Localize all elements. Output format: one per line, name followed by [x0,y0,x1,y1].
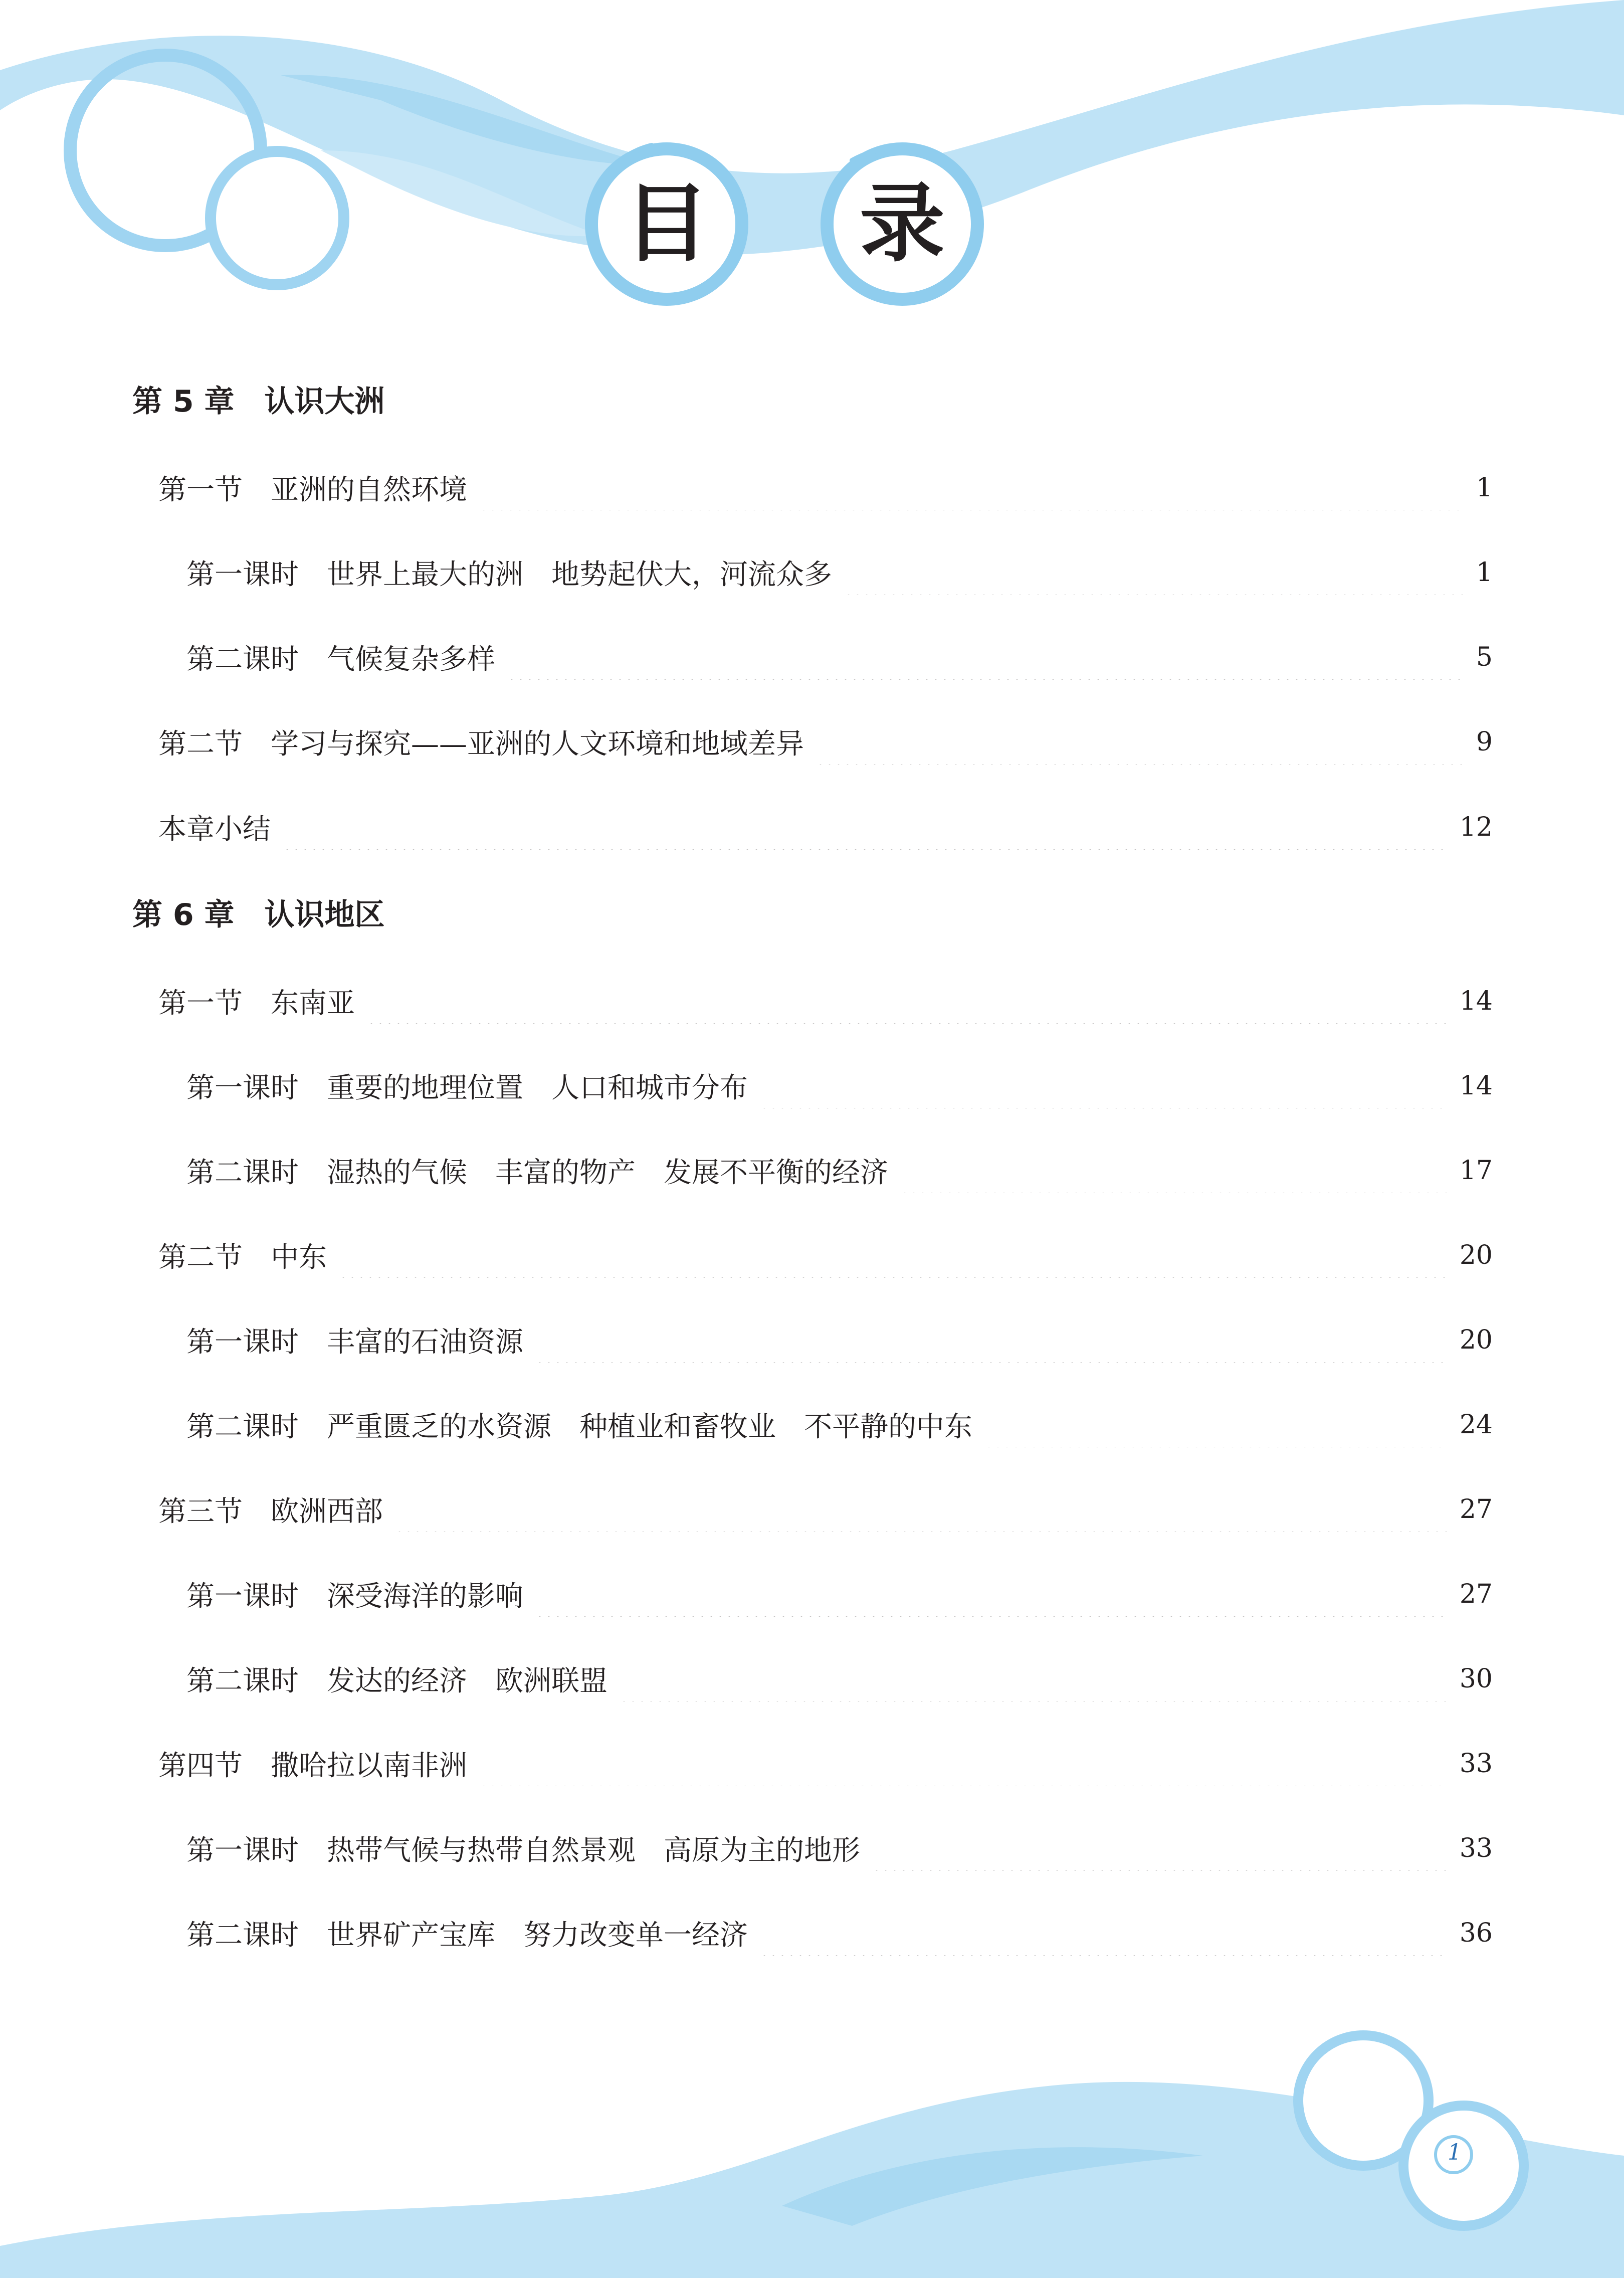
dot-leader [535,1572,1448,1617]
entry-page: 12 [1459,812,1493,842]
dot-leader [507,635,1464,680]
toc-entry-lesson[interactable] [186,550,1493,595]
entry-label: 第一课时 [186,558,299,591]
chapter-number: 第 5 章 [132,384,235,419]
entry-title-2: 欧洲联盟 [495,1665,607,1697]
entry-label: 第三节 [158,1495,243,1528]
entry-page: 33 [1459,1749,1493,1779]
entry-title: 撒哈拉以南非洲 [271,1750,467,1782]
entry-page: 33 [1459,1833,1493,1863]
entry-label: 本章小结 [158,813,271,846]
entry-title-3: 不平静的中东 [804,1411,972,1443]
entry-title: 学习与探究——亚洲的人文环境和地域差异 [271,728,804,761]
entry-title-3: 发展不平衡的经济 [664,1157,888,1189]
entry-title: 热带气候与热带自然景观 [327,1834,636,1867]
toc-entry-lesson[interactable] [186,1826,1493,1871]
entry-title-2: 高原为主的地形 [664,1834,860,1867]
entry-title: 世界上最大的洲 [327,558,523,591]
dot-leader [367,979,1448,1024]
entry-title: 湿热的气候 [327,1157,467,1189]
entry-label: 第二课时 [186,1665,299,1697]
entry-title: 重要的地理位置 [327,1072,523,1104]
dot-leader [479,1741,1448,1786]
entry-title: 气候复杂多样 [327,643,495,676]
entry-page: 30 [1459,1664,1493,1694]
entry-label: 第二课时 [186,1157,299,1189]
entry-page: 27 [1459,1579,1493,1609]
entry-title: 东南亚 [271,987,355,1020]
entry-label: 第一课时 [186,1580,299,1613]
title-char-mu: 目 [624,174,709,274]
entry-title-2: 种植业和畜牧业 [579,1411,776,1443]
chapter-heading [132,379,385,424]
entry-title: 丰富的石油资源 [327,1326,523,1359]
entry-title-2: 丰富的物产 [495,1157,636,1189]
toc-entry-lesson[interactable] [186,1572,1493,1617]
toc-entry-lesson[interactable] [186,635,1493,680]
page-number: 1 [1448,2140,1462,2165]
dot-leader [339,1233,1448,1278]
entry-page: 36 [1459,1918,1493,1948]
entry-title: 中东 [271,1241,327,1274]
chapter-name: 认识地区 [264,897,385,932]
entry-title-2: 努力改变单一经济 [523,1919,748,1952]
entry-title: 发达的经济 [327,1665,467,1697]
entry-page: 1 [1476,557,1493,588]
toc-entry-lesson[interactable] [186,1063,1493,1108]
chapter-heading [132,892,385,937]
entry-page: 14 [1459,986,1493,1016]
toc-entry-section[interactable] [158,719,1493,765]
toc-entry-lesson[interactable] [186,1402,1493,1447]
dot-leader [872,1826,1448,1871]
toc-entry-section[interactable] [158,1741,1493,1786]
dot-leader [816,719,1464,765]
entry-page: 27 [1459,1494,1493,1525]
toc-entry-section[interactable] [158,979,1493,1024]
entry-label: 第一课时 [186,1834,299,1867]
entry-page: 20 [1459,1325,1493,1355]
entry-page: 5 [1476,642,1493,672]
entry-label: 第一节 [158,474,243,506]
chapter-number: 第 6 章 [132,897,235,932]
toc-entry-summary[interactable] [158,805,1493,850]
dot-leader [844,550,1464,595]
entry-page: 17 [1459,1156,1493,1186]
dot-leader [984,1402,1448,1447]
toc-entry-lesson[interactable] [186,1148,1493,1193]
entry-title: 严重匮乏的水资源 [327,1411,551,1443]
toc-entry-section[interactable] [158,465,1493,510]
toc-entry-section[interactable] [158,1233,1493,1278]
entry-label: 第二课时 [186,1411,299,1443]
entry-label: 第一课时 [186,1326,299,1359]
dot-leader [620,1656,1448,1701]
toc-entry-section[interactable] [158,1487,1493,1532]
dot-leader [479,465,1464,510]
chapter-name: 认识大洲 [264,384,385,419]
entry-title-2: 人口和城市分布 [551,1072,748,1104]
entry-title: 深受海洋的影响 [327,1580,523,1613]
entry-title: 亚洲的自然环境 [271,474,467,506]
dot-leader [900,1148,1448,1193]
entry-page: 14 [1459,1071,1493,1101]
ring-small [211,151,344,285]
entry-label: 第二课时 [186,643,299,676]
ring-highlight [111,105,120,191]
entry-page: 24 [1459,1410,1493,1440]
entry-label: 第四节 [158,1750,243,1782]
entry-page: 9 [1476,727,1493,757]
entry-label: 第一节 [158,987,243,1020]
entry-label: 第二课时 [186,1919,299,1952]
toc-entry-lesson[interactable] [186,1656,1493,1701]
title-char-lu: 录 [859,174,945,274]
entry-label: 第二节 [158,1241,243,1274]
entry-page: 20 [1459,1240,1493,1270]
entry-title-2: 地势起伏大，河流众多 [551,558,832,591]
toc-entry-lesson[interactable] [186,1911,1493,1956]
entry-title: 世界矿产宝库 [327,1919,495,1952]
entry-title: 欧洲西部 [271,1495,383,1528]
dot-leader [535,1317,1448,1363]
toc-entry-lesson[interactable] [186,1317,1493,1363]
dot-leader [760,1911,1448,1956]
entry-page: 1 [1476,473,1493,503]
dot-leader [395,1487,1448,1532]
dot-leader [283,805,1448,850]
entry-label: 第一课时 [186,1072,299,1104]
dot-leader [760,1063,1448,1108]
entry-label: 第二节 [158,728,243,761]
